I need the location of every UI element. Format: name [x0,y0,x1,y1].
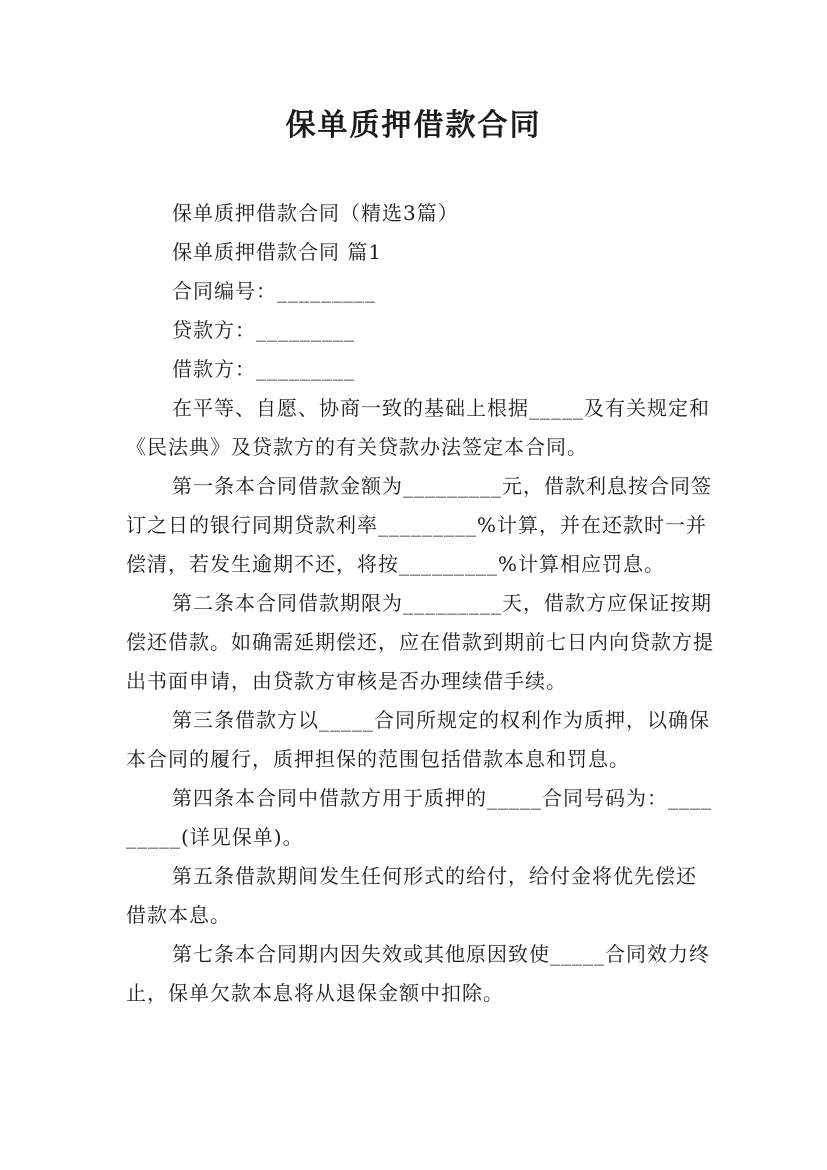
doc-heading-paragraph: 保单质押借款合同（精选3篇） [172,201,459,225]
article-3-paragraph: 第三条借款方以_____合同所规定的权利作为质押，以确保本合同的履行，质押担保的范围包括借款本息和罚息。 [126,708,710,771]
section-heading-paragraph: 保单质押借款合同 篇1 [172,240,383,264]
article-5-paragraph: 第五条借款期间发生任何形式的给付，给付金将优先偿还借款本息。 [126,864,697,927]
preamble-paragraph: 在平等、自愿、协商一致的基础上根据_____及有关规定和《民法典》及贷款方的有关贷款办法签定本合同。 [126,396,710,459]
article-1-paragraph: 第一条本合同借款金额为_________元，借款利息按合同签订之日的银行同期贷款利率_________%计算，并在还款时一并偿清，若发生逾期不还，将按_________%计算相应罚息。 [126,474,712,576]
article-2-paragraph: 第二条本合同借款期限为_________天，借款方应保证按期偿还借款。如确需延期偿还，应在借款到期前七日内向贷款方提出书面申请，由贷款方审核是否办理续借手续。 [126,591,714,693]
borrower-field: 借款方：_________ [172,357,355,381]
article-4-paragraph: 第四条本合同中借款方用于质押的_____合同号码为：_________(详见保单)。 [126,786,712,849]
document-body [126,194,716,1013]
article-7-paragraph: 第七条本合同期内因失效或其他原因致使_____合同效力终止，保单欠款本息将从退保金额中扣除。 [126,942,710,1005]
lender-field: 贷款方：_________ [172,318,355,342]
document-title: 保单质押借款合同 [285,108,542,143]
contract-number-field: 合同编号：_________ [172,279,376,303]
